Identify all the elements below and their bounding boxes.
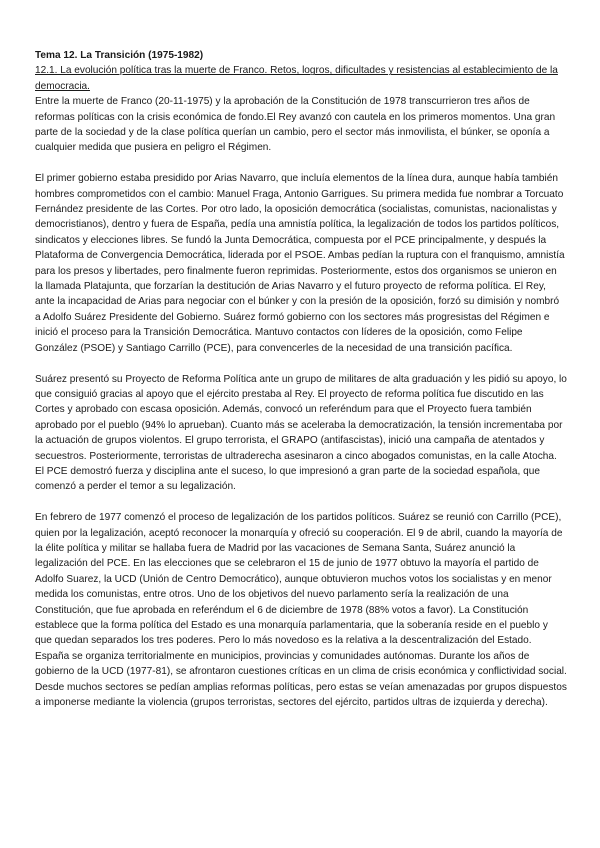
- paragraph-1: Entre la muerte de Franco (20-11-1975) y la aprobación de la Constitución de 1978 transcurrieron tres años de reformas políticas con la crisis económica de fondo.El Rey avanzó con cautela en los primeros momentos. Una gran parte de la sociedad y de la clase política querían un cambio, pero el sector más inmovilista, el búnker, se oponía a cualquier medida que pusiera en peligro el Régimen.: [35, 96, 556, 154]
- paragraph-3: Suárez presentó su Proyecto de Reforma Política ante un grupo de militares de alta graduación y les pidió su apoyo, lo que consiguió gracias al apoyo que el ejército prestaba al Rey. El proyecto de reforma política fue discutido en las Cortes y aprobado con escasa oposición. Además, convocó un referéndum para que el Proyecto fuera también aprobado por el pueblo (94% lo aprueban). Cuanto más se aceleraba la democratización, la tensión incrementaba por la actuación de grupos violentos. El grupo terrorista, el GRAPO (antifascistas), inició una campaña de atentados y secuestros. Posteriormente, terroristas de ultraderecha asesinaron a cinco abogados comunistas, en la calle Atocha. El PCE demostró fuerza y disciplina ante el suceso, lo que impresionó a gran parte de la sociedad española, que comenzó a perder el temor a su legalización.: [35, 373, 567, 493]
- paragraph-2: El primer gobierno estaba presidido por Arias Navarro, que incluía elementos de la línea dura, aunque había también hombres comprometidos con el cambio: Manuel Fraga, Antonio Garrigues. Su primera medida fue nombrar a Torcuato Fernández presidente de las Cortes. Por otro lado, la oposición democrática (socialistas, comunistas, nacionalistas y democristianos), dentro y fuera de España, pedía una amnistía política, la legalización de todos los partidos políticos, sindicatos y elecciones libres. Se fundó la Junta Democrática, compuesta por el PCE principalmente, y después la Plataforma de Convergencia Democrática, liderada por el PSOE. Ambas pedían la ruptura con el franquismo, amnistía para los presos y libertades, pero finalmente fueron reprimidas. Posteriormente, estos dos organismos se unieron en la llamada Platajunta, que forzarían la destitución de Arias Navarro y el futuro proyecto de reforma política. El Rey, ante la incapacidad de Arias para negociar con el búnker y con la presión de la oposición, forzó su dimisión y nombró a Adolfo Suárez Presidente del Gobierno. Suárez formó gobierno con los sectores más progresistas del Régimen e inició el proceso para la Transición Democrática. Mantuvo contactos con líderes de la oposición, como Felipe González (PSOE) y Santiago Carrillo (PCE), para convencerles de la necesidad de una transición pacífica.: [35, 173, 565, 354]
- document-page: [35, 48, 567, 726]
- section-subtitle: 12.1. La evolución política tras la muerte de Franco. Retos, logros, dificultades y resistencias al establecimiento de la democracia.: [35, 65, 558, 92]
- paragraph-4: En febrero de 1977 comenzó el proceso de legalización de los partidos políticos. Suárez se reunió con Carrillo (PCE), quien por la legalización, aceptó reconocer la monarquía y ofreció su cooperación. El 9 de abril, cuando la mayoría de la élite política y militar se hallaba fuera de Madrid por las vacaciones de Semana Santa, Suárez anunció la legalización del PCE. En las elecciones que se celebraron el 15 de junio de 1977 obtuvo la mayoría el partido de Adolfo Suarez, la UCD (Unión de Centro Democrático), aunque obtuvieron muchos votos los socialistas y en menor medida los comunistas, entre otros. Uno de los objetivos del nuevo parlamento sería la realización de una Constitución, que fue aprobada en referéndum el 6 de diciembre de 1978 (88% votos a favor). La Constitución establece que la forma política del Estado es una monarquía parlamentaria, que la soberanía reside en el pueblo y que quedan separados los tres poderes. Pero lo más novedoso es la relativa a la descentralización del Estado. España se organiza territorialmente en municipios, provincias y comunidades autónomas. Durante los años de gobierno de la UCD (1977-81), se afrontaron cuestiones críticas en un clima de crisis económica y conflictividad social. Desde muchos sectores se pedían amplias reformas políticas, pero estas se veían amenazadas por grupos dispuestos a imponerse mediante la violencia (grupos terroristas, sectores del ejército, partidos ultras de izquierda y derecha).: [35, 512, 567, 709]
- document-title: Tema 12. La Transición (1975-1982): [35, 50, 204, 61]
